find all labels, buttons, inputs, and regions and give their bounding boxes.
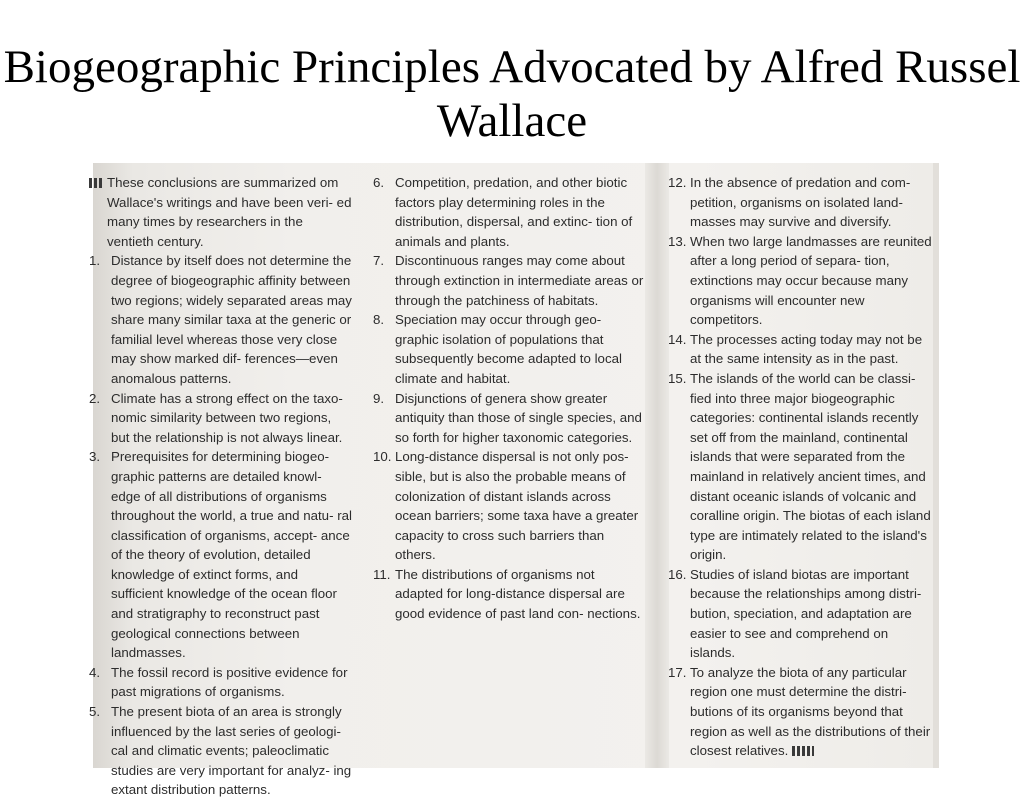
- principle-number: 11.: [373, 566, 391, 582]
- principle-item: [89, 447, 353, 663]
- principle-item: [373, 310, 645, 388]
- principle-number: 17.: [668, 664, 687, 680]
- text-column-3: [668, 173, 936, 761]
- text-column-1: [89, 173, 353, 800]
- principle-text: The present biota of an area is strongly influenced by the last series of geologi- cal and climatic events; paleoclimatic studies are very important for analyz- ing extant distribution patterns.: [111, 704, 352, 798]
- principle-number: 7.: [373, 253, 385, 269]
- principle-number: 10.: [373, 449, 392, 465]
- principle-text: Long-distance dispersal is not only pos- sible, but is also the probable means of colonization of distant islands across ocean barriers; some taxa have a greater capacity to cross such barriers than others.: [395, 449, 639, 563]
- principle-number: 12.: [668, 175, 687, 190]
- principle-item: [668, 369, 936, 565]
- principle-item: [668, 232, 936, 330]
- principle-item: [668, 565, 936, 663]
- section-marker-icon: [89, 178, 103, 188]
- principle-text: Distance by itself does not determine the degree of biogeographic affinity between two regions; widely separated areas may share many similar taxa at the generic or familial level whereas those very close may show marked dif- ferences—even anomalous patterns.: [111, 253, 352, 386]
- principle-number: 3.: [89, 449, 101, 465]
- principle-text: The fossil record is positive evidence for past migrations of organisms.: [111, 664, 348, 700]
- principle-item: [373, 565, 645, 624]
- principle-number: 14.: [668, 331, 687, 347]
- intro-text: These conclusions are summarized om Wallace's writings and have been veri- ed many times by researchers in the ventieth century.: [107, 175, 352, 249]
- page-gutter: [645, 163, 669, 768]
- principle-number: 16.: [668, 566, 687, 582]
- principle-item: [668, 663, 936, 761]
- text-column-2: [373, 173, 645, 624]
- principle-text: In the absence of predation and com- petition, organisms on isolated land- masses may survive and diversify.: [690, 175, 911, 230]
- principle-number: 13.: [668, 233, 687, 249]
- principle-text: The processes acting today may not be at the same intensity as in the past.: [690, 331, 923, 367]
- principle-text: Prerequisites for determining biogeo- graphic patterns are detailed knowl- edge of all distributions of organisms throughout the world, a true and natu- ral classification of organisms, accept- ance of the theory of evolution, detailed knowledge of extinct forms, and sufficient knowledge of the ocean floor and stratigraphy to reconstruct past geological connections between landmasses.: [111, 449, 352, 661]
- principle-text: Studies of island biotas are important because the relationships among distri- bution, speciation, and adaptation are easier to see and comprehend on islands.: [690, 566, 922, 661]
- principle-number: 15.: [668, 370, 687, 386]
- principle-text: To analyze the biota of any particular region one must determine the distri- butions of its organisms beyond that region as well as the distributions of their closest relatives.: [690, 664, 931, 759]
- principle-number: 1.: [89, 253, 101, 269]
- principle-text: Disjunctions of genera show greater antiquity than those of single species, and so forth for higher taxonomic categories.: [395, 390, 642, 445]
- principle-item: [668, 330, 936, 369]
- principle-number: 5.: [89, 704, 101, 720]
- intro-paragraph: [89, 173, 353, 251]
- principle-text: When two large landmasses are reunited after a long period of separa- tion, extinctions may occur because many organisms will encounter new competitors.: [690, 233, 932, 328]
- principle-text: Climate has a strong effect on the taxo- nomic similarity between two regions, but the relationship is not always linear.: [111, 390, 343, 445]
- principle-number: 6.: [373, 175, 385, 190]
- slide-title: Biogeographic Principles Advocated by Alfred Russel Wallace: [3, 41, 1021, 147]
- principle-item: [89, 251, 353, 388]
- principle-item: [89, 663, 353, 702]
- principle-number: 9.: [373, 390, 385, 406]
- end-marker-icon: [792, 746, 814, 756]
- principle-text: Competition, predation, and other biotic factors play determining roles in the distribution, dispersal, and extinc- tion of animals and plants.: [395, 175, 633, 249]
- principle-number: 4.: [89, 664, 101, 680]
- principle-item: [373, 389, 645, 448]
- scanned-page-image: [89, 163, 939, 798]
- principle-item: [373, 173, 645, 251]
- principle-text: The islands of the world can be classi- fied into three major biogeographic categories: continental islands recently set off from the mainland, continental islands that were separated from the mainland in relatively ancient times, and distant oceanic islands of volcanic and coralline origin. The biotas of each island type are intimately related to the island's origin.: [690, 370, 931, 563]
- principle-item: [89, 702, 353, 800]
- principle-item: [373, 251, 645, 310]
- principle-item: [373, 447, 645, 565]
- principle-text: The distributions of organisms not adapted for long-distance dispersal are good evidence of past land con- nections.: [395, 566, 641, 622]
- principle-number: 2.: [89, 390, 101, 406]
- principle-item: [668, 173, 936, 232]
- principle-number: 8.: [373, 312, 385, 328]
- principle-text: Discontinuous ranges may come about through extinction in intermediate areas or through the patchiness of habitats.: [395, 253, 644, 308]
- principle-text: Speciation may occur through geo- graphic isolation of populations that subsequently become adapted to local climate and habitat.: [395, 312, 622, 386]
- principle-item: [89, 389, 353, 448]
